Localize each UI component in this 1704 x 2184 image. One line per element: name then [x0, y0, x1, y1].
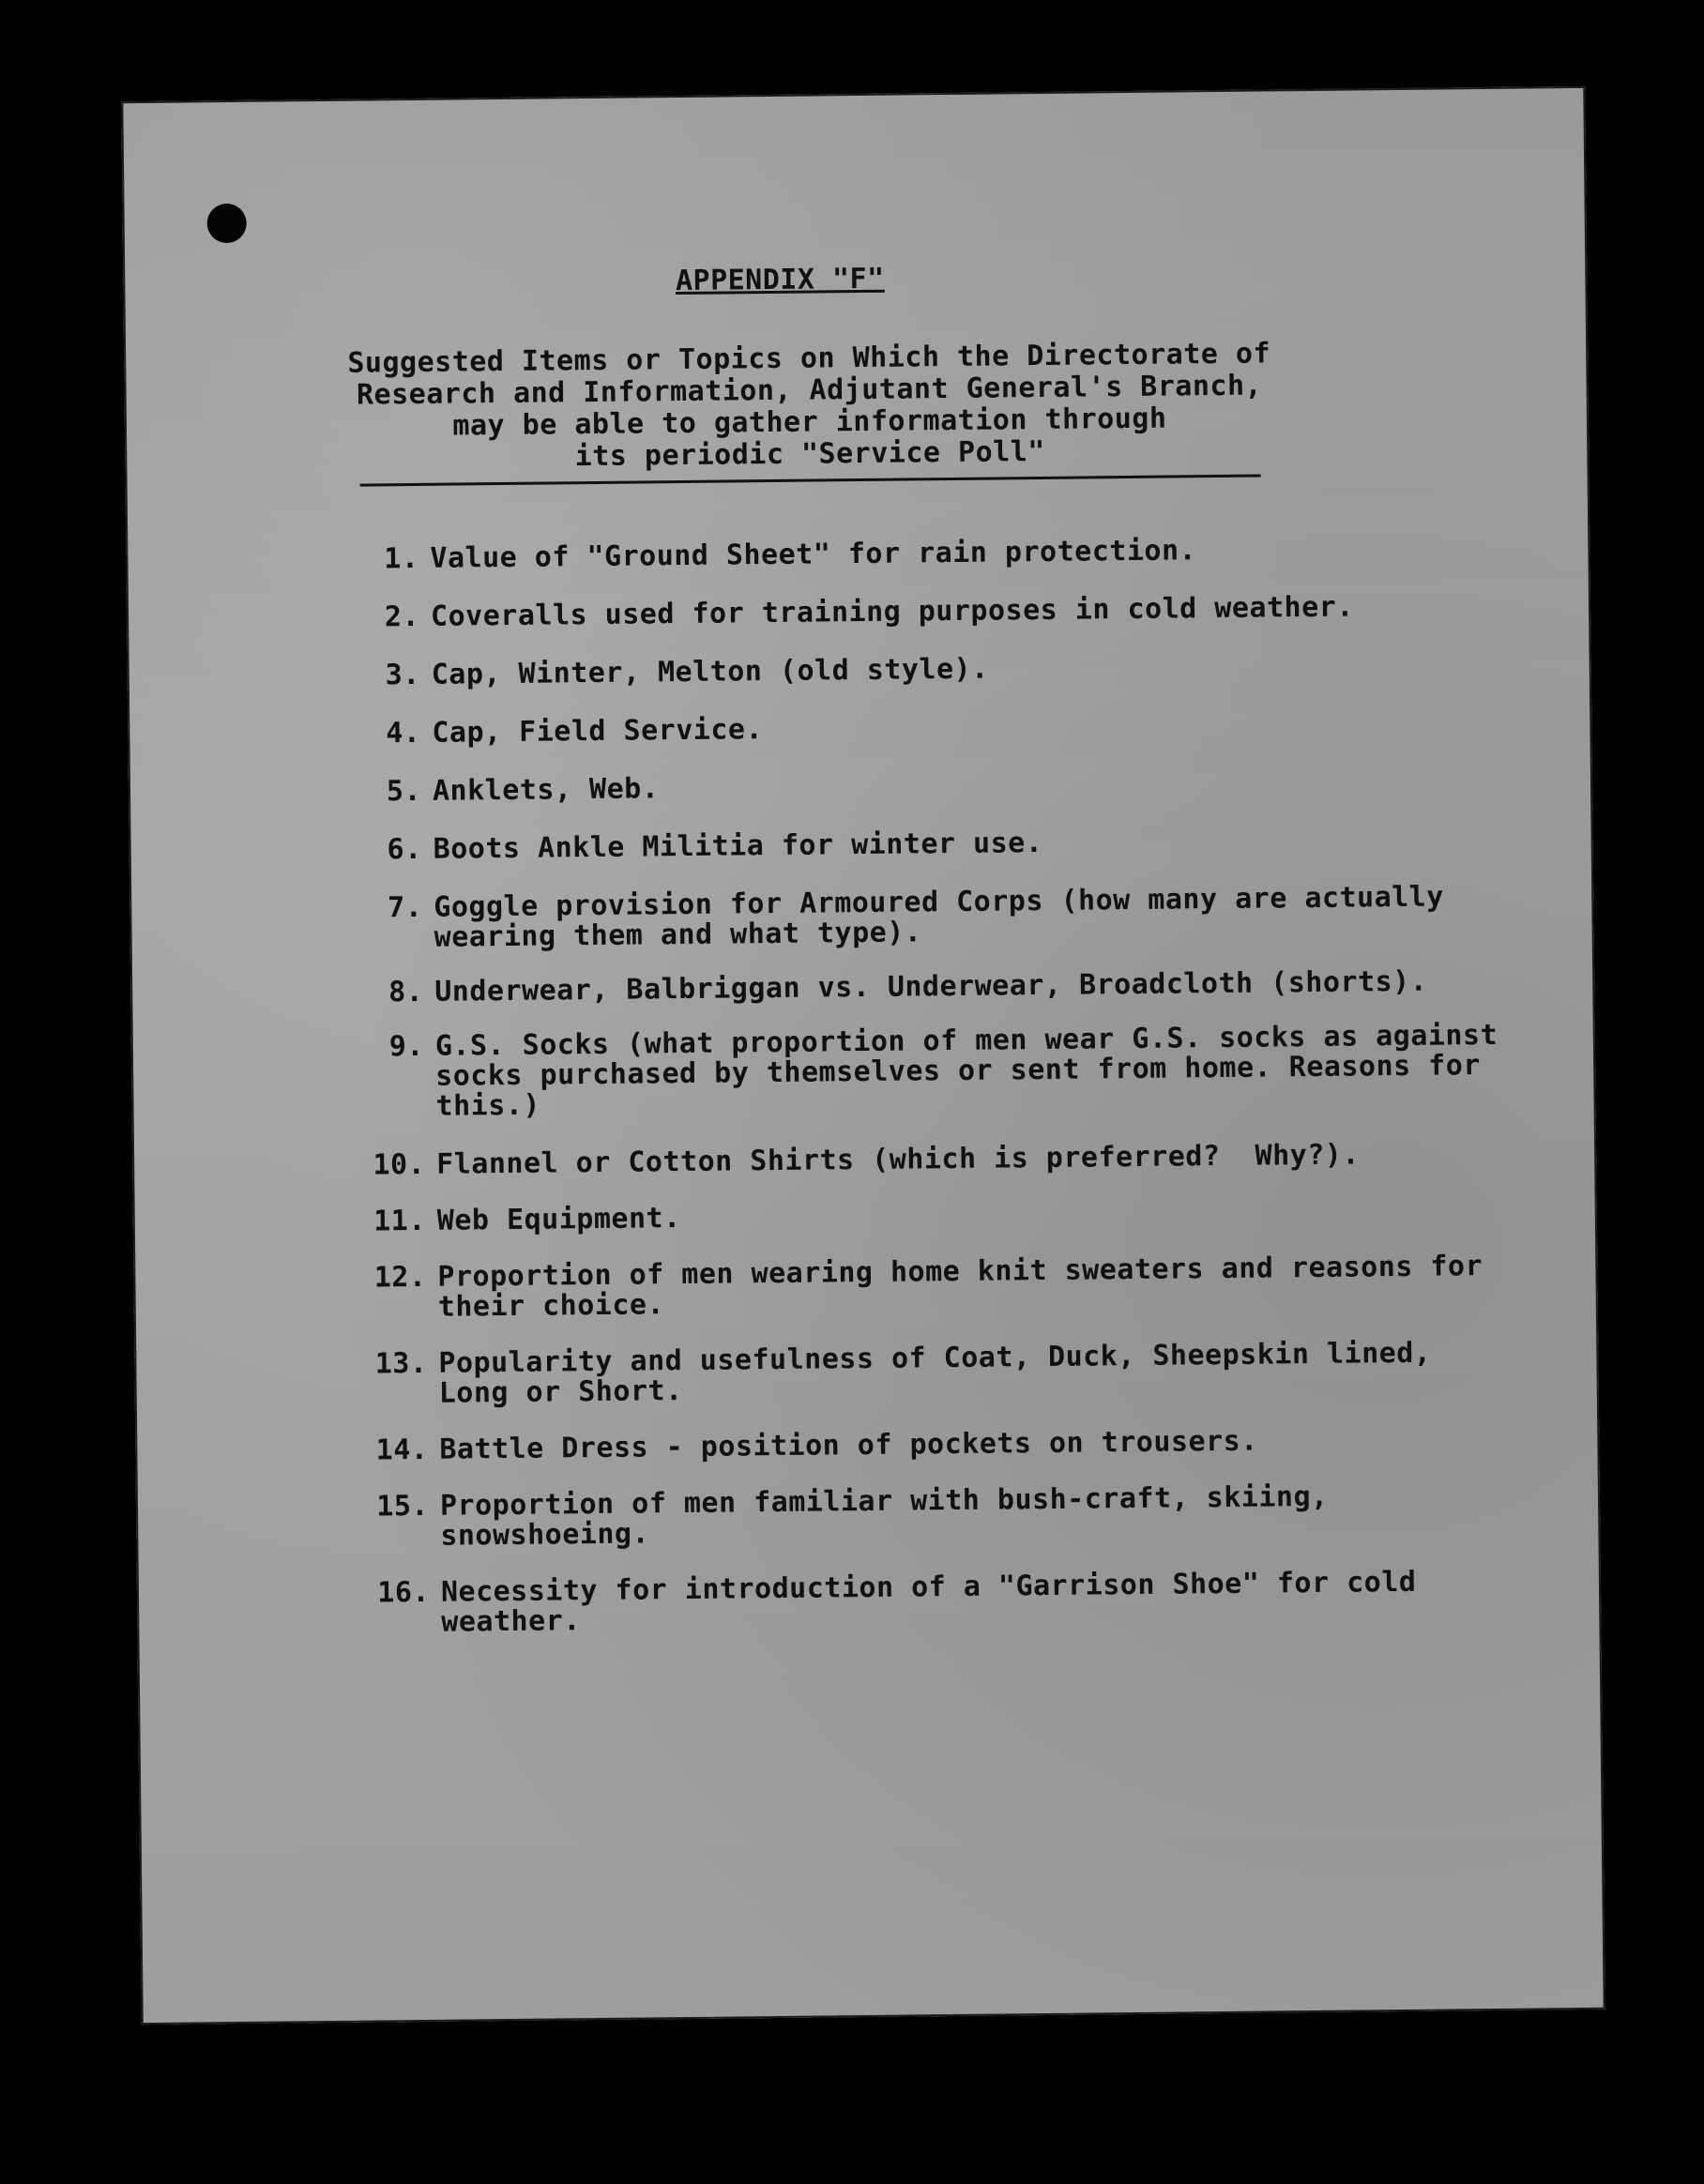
list-item	[351, 533, 1496, 575]
subtitle-underline	[360, 475, 1261, 487]
subtitle-line: may be able to gather information through	[452, 402, 1167, 443]
list-item	[361, 1480, 1507, 1553]
item-number: 12.	[373, 1260, 427, 1295]
item-number: 1.	[384, 541, 419, 576]
item-number: 11.	[373, 1204, 427, 1238]
item-text: Value of "Ground Sheet" for rain protection.	[430, 534, 1197, 575]
item-text: G.S. Socks (what proportion of men wear G.S. socks as against socks purchased by themselves or sent from home. Reasons for this.)	[434, 1018, 1515, 1123]
item-text: Goggle provision for Armoured Corps (how many are actually wearing them and what type).	[434, 880, 1462, 954]
list-item	[353, 649, 1498, 691]
item-text: Anklets, Web.	[432, 772, 660, 808]
item-number: 15.	[376, 1489, 430, 1524]
item-number: 7.	[388, 890, 423, 925]
item-number: 2.	[384, 599, 420, 634]
list-item	[353, 707, 1498, 750]
list-item	[355, 824, 1499, 866]
item-text: Underwear, Balbriggan vs. Underwear, Broadcloth (shorts).	[434, 964, 1428, 1009]
list-item	[357, 1018, 1515, 1123]
list-item	[362, 1567, 1508, 1639]
list-item	[360, 1424, 1505, 1466]
item-number: 5.	[386, 774, 422, 809]
list-item	[358, 1139, 1502, 1181]
list-item	[356, 966, 1500, 1009]
item-text: Cap, Field Service.	[432, 713, 764, 750]
item-text: Battle Dress - position of pockets on trousers.	[439, 1424, 1258, 1466]
item-text: Proportion of men wearing home knit sweaters and reasons for their choice.	[437, 1249, 1500, 1324]
item-text: Flannel or Cotton Shirts (which is preferred? Why?).	[436, 1138, 1361, 1181]
document-subtitle	[340, 338, 1279, 475]
topics-list	[351, 533, 1515, 1639]
item-text: Boots Ankle Militia for winter use.	[433, 826, 1043, 866]
item-text: Popularity and usefulness of Coat, Duck, Sheepskin lined, Long or Short.	[438, 1336, 1450, 1410]
item-text: Proportion of men familiar with bush-craft, skiing, snowshoeing.	[439, 1479, 1346, 1553]
list-item	[352, 591, 1497, 633]
list-item	[358, 1251, 1504, 1324]
list-item	[355, 882, 1500, 954]
list-item	[359, 1338, 1505, 1410]
document-page	[121, 86, 1605, 2025]
item-number: 6.	[387, 832, 422, 867]
item-number: 16.	[377, 1575, 431, 1610]
subtitle-line: its periodic "Service Poll"	[574, 434, 1046, 474]
item-text: Cap, Winter, Melton (old style).	[431, 652, 989, 691]
item-number: 9.	[388, 1029, 425, 1064]
item-number: 10.	[373, 1147, 426, 1182]
item-number: 3.	[385, 658, 420, 692]
subtitle-line: Research and Information, Adjutant General's Branch,	[356, 369, 1263, 412]
item-text: Web Equipment.	[436, 1202, 681, 1237]
item-number: 4.	[386, 716, 421, 751]
subtitle-line: Suggested Items or Topics on Which the Directorate of	[347, 337, 1271, 380]
item-number: 14.	[375, 1433, 429, 1467]
item-text: Coveralls used for training purposes in cold weather.	[430, 590, 1354, 633]
list-item	[358, 1195, 1503, 1237]
appendix-heading: APPENDIX "F"	[675, 262, 885, 298]
item-number: 8.	[388, 975, 424, 1009]
punch-hole	[206, 204, 246, 243]
item-number: 13.	[374, 1346, 428, 1381]
item-text: Necessity for introduction of a "Garrison Shoe" for cold weather.	[440, 1565, 1435, 1639]
list-item	[354, 766, 1499, 808]
